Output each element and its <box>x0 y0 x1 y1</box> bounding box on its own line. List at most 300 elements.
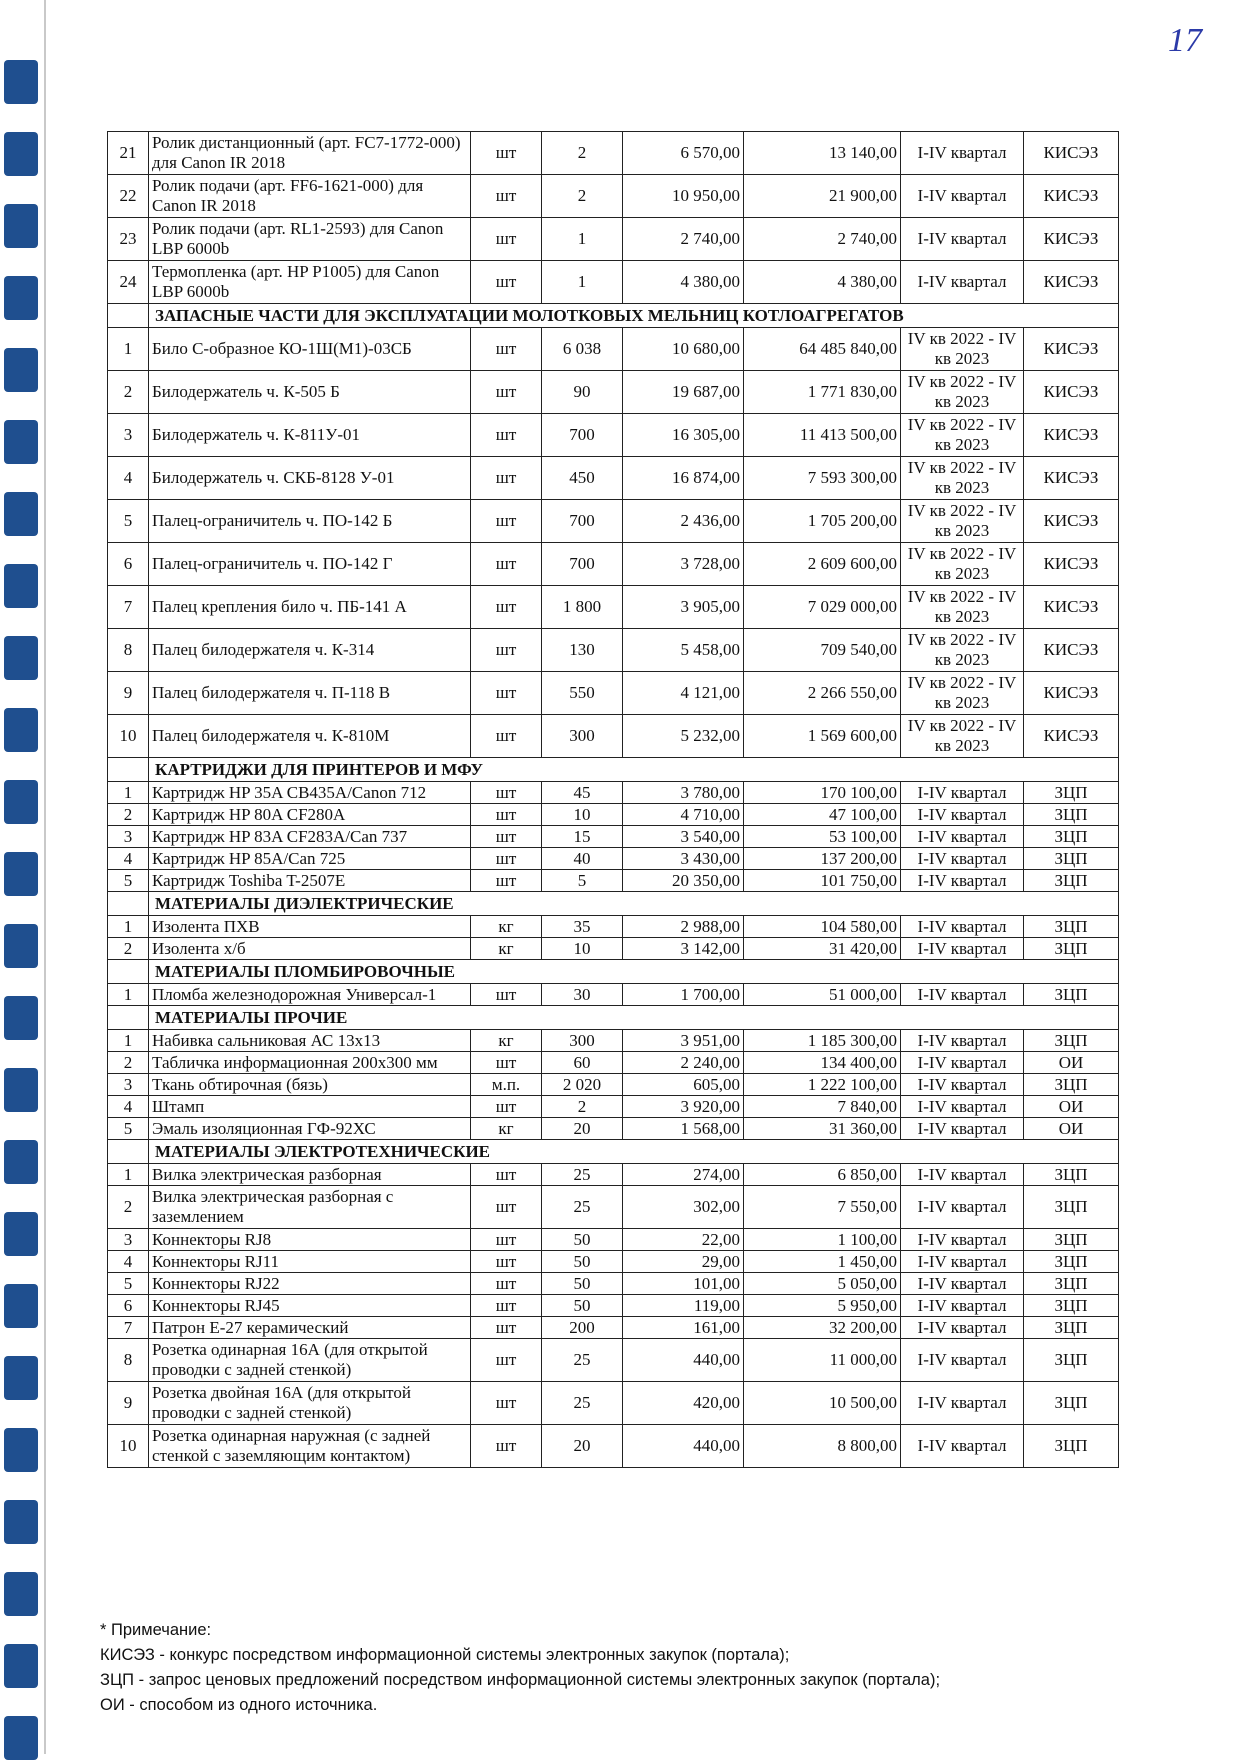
quantity-cell: 1 <box>542 218 623 261</box>
table-row <box>108 1186 1119 1229</box>
quantity-cell: 2 <box>542 1096 623 1118</box>
table-row <box>108 371 1119 414</box>
procurement-method-cell: ЗЦП <box>1024 804 1119 826</box>
binding-clip <box>4 780 38 824</box>
note-zcp: ЗЦП - запрос ценовых предложений посредством информационной системы электронных закупок (портала); <box>100 1671 941 1689</box>
procurement-method-cell: ЗЦП <box>1024 1317 1119 1339</box>
procurement-method-cell: КИСЭЗ <box>1024 457 1119 500</box>
unit-price-cell: 3 905,00 <box>623 586 744 629</box>
procurement-method-cell: КИСЭЗ <box>1024 629 1119 672</box>
total-sum-cell: 6 850,00 <box>744 1164 901 1186</box>
table-row <box>108 672 1119 715</box>
unit-price-cell: 5 458,00 <box>623 629 744 672</box>
row-number-cell: 1 <box>108 916 149 938</box>
binding-clip <box>4 1644 38 1688</box>
unit-cell: шт <box>471 1295 542 1317</box>
binding-clip <box>4 60 38 104</box>
unit-cell: шт <box>471 984 542 1006</box>
procurement-method-cell: ЗЦП <box>1024 916 1119 938</box>
procurement-method-cell: ЗЦП <box>1024 1229 1119 1251</box>
delivery-period-cell: I-IV квартал <box>901 1425 1024 1468</box>
page-number: 17 <box>1168 22 1202 59</box>
procurement-method-cell: ЗЦП <box>1024 1074 1119 1096</box>
quantity-cell: 50 <box>542 1295 623 1317</box>
row-number-cell: 5 <box>108 500 149 543</box>
delivery-period-cell: I-IV квартал <box>901 782 1024 804</box>
quantity-cell: 25 <box>542 1382 623 1425</box>
item-name-cell: Эмаль изоляционная ГФ-92ХС <box>149 1118 471 1140</box>
unit-price-cell: 2 740,00 <box>623 218 744 261</box>
quantity-cell: 50 <box>542 1273 623 1295</box>
item-name-cell: Коннекторы RJ45 <box>149 1295 471 1317</box>
total-sum-cell: 4 380,00 <box>744 261 901 304</box>
quantity-cell: 2 020 <box>542 1074 623 1096</box>
table-row <box>108 1382 1119 1425</box>
binding-clip <box>4 924 38 968</box>
delivery-period-cell: I-IV квартал <box>901 826 1024 848</box>
table-row <box>108 1251 1119 1273</box>
total-sum-cell: 134 400,00 <box>744 1052 901 1074</box>
quantity-cell: 50 <box>542 1229 623 1251</box>
table-row <box>108 218 1119 261</box>
unit-cell: шт <box>471 1251 542 1273</box>
delivery-period-cell: I-IV квартал <box>901 1295 1024 1317</box>
unit-price-cell: 3 780,00 <box>623 782 744 804</box>
procurement-method-cell: ЗЦП <box>1024 984 1119 1006</box>
procurement-method-cell: ЗЦП <box>1024 1339 1119 1382</box>
quantity-cell: 2 <box>542 132 623 175</box>
delivery-period-cell: I-IV квартал <box>901 984 1024 1006</box>
quantity-cell: 25 <box>542 1186 623 1229</box>
unit-cell: шт <box>471 586 542 629</box>
item-name-cell: Розетка одинарная наружная (с задней стенкой с заземляющим контактом) <box>149 1425 471 1468</box>
delivery-period-cell: I-IV квартал <box>901 1229 1024 1251</box>
unit-cell: шт <box>471 804 542 826</box>
unit-cell: шт <box>471 1052 542 1074</box>
delivery-period-cell: IV кв 2022 - IV кв 2023 <box>901 457 1024 500</box>
quantity-cell: 60 <box>542 1052 623 1074</box>
unit-price-cell: 1 700,00 <box>623 984 744 1006</box>
section-row-blank <box>108 1140 149 1164</box>
total-sum-cell: 5 950,00 <box>744 1295 901 1317</box>
item-name-cell: Палец-ограничитель ч. ПО-142 Г <box>149 543 471 586</box>
unit-price-cell: 161,00 <box>623 1317 744 1339</box>
delivery-period-cell: IV кв 2022 - IV кв 2023 <box>901 371 1024 414</box>
binding-clip <box>4 132 38 176</box>
unit-cell: шт <box>471 218 542 261</box>
procurement-method-cell: ЗЦП <box>1024 1295 1119 1317</box>
binding-clip <box>4 204 38 248</box>
total-sum-cell: 7 029 000,00 <box>744 586 901 629</box>
row-number-cell: 22 <box>108 175 149 218</box>
section-row <box>108 892 1119 916</box>
procurement-method-cell: КИСЭЗ <box>1024 261 1119 304</box>
quantity-cell: 200 <box>542 1317 623 1339</box>
unit-cell: шт <box>471 1186 542 1229</box>
binding-clip <box>4 1140 38 1184</box>
table-row <box>108 132 1119 175</box>
unit-cell: кг <box>471 938 542 960</box>
delivery-period-cell: I-IV квартал <box>901 175 1024 218</box>
unit-price-cell: 4 121,00 <box>623 672 744 715</box>
delivery-period-cell: I-IV квартал <box>901 1118 1024 1140</box>
notes <box>100 1618 940 1718</box>
delivery-period-cell: I-IV квартал <box>901 1052 1024 1074</box>
row-number-cell: 6 <box>108 1295 149 1317</box>
quantity-cell: 2 <box>542 175 623 218</box>
unit-cell: шт <box>471 1425 542 1468</box>
quantity-cell: 700 <box>542 543 623 586</box>
procurement-method-cell: ЗЦП <box>1024 1186 1119 1229</box>
unit-cell: шт <box>471 1273 542 1295</box>
quantity-cell: 300 <box>542 715 623 758</box>
procurement-method-cell: ЗЦП <box>1024 870 1119 892</box>
item-name-cell: Картридж HP 85A/Can 725 <box>149 848 471 870</box>
section-row <box>108 304 1119 328</box>
section-title: МАТЕРИАЛЫ ПЛОМБИРОВОЧНЫЕ <box>149 960 1119 984</box>
items-table <box>107 131 1119 1468</box>
item-name-cell: Патрон Е-27 керамический <box>149 1317 471 1339</box>
row-number-cell: 10 <box>108 715 149 758</box>
unit-cell: шт <box>471 629 542 672</box>
table-row <box>108 1074 1119 1096</box>
unit-price-cell: 3 728,00 <box>623 543 744 586</box>
quantity-cell: 700 <box>542 414 623 457</box>
row-number-cell: 8 <box>108 629 149 672</box>
delivery-period-cell: I-IV квартал <box>901 870 1024 892</box>
row-number-cell: 4 <box>108 848 149 870</box>
procurement-method-cell: ОИ <box>1024 1118 1119 1140</box>
delivery-period-cell: IV кв 2022 - IV кв 2023 <box>901 328 1024 371</box>
quantity-cell: 130 <box>542 629 623 672</box>
section-title: МАТЕРИАЛЫ ЭЛЕКТРОТЕХНИЧЕСКИЕ <box>149 1140 1119 1164</box>
table-row <box>108 328 1119 371</box>
unit-cell: шт <box>471 132 542 175</box>
section-row-blank <box>108 758 149 782</box>
table-row <box>108 457 1119 500</box>
procurement-method-cell: ЗЦП <box>1024 1164 1119 1186</box>
quantity-cell: 450 <box>542 457 623 500</box>
delivery-period-cell: I-IV квартал <box>901 132 1024 175</box>
binding-clip <box>4 636 38 680</box>
item-name-cell: Билодержатель ч. К-811У-01 <box>149 414 471 457</box>
row-number-cell: 8 <box>108 1339 149 1382</box>
unit-price-cell: 4 380,00 <box>623 261 744 304</box>
total-sum-cell: 11 000,00 <box>744 1339 901 1382</box>
table-row <box>108 715 1119 758</box>
unit-price-cell: 3 430,00 <box>623 848 744 870</box>
total-sum-cell: 21 900,00 <box>744 175 901 218</box>
total-sum-cell: 11 413 500,00 <box>744 414 901 457</box>
procurement-method-cell: ЗЦП <box>1024 1030 1119 1052</box>
item-name-cell: Билодержатель ч. СКБ-8128 У-01 <box>149 457 471 500</box>
table-row <box>108 984 1119 1006</box>
quantity-cell: 300 <box>542 1030 623 1052</box>
total-sum-cell: 31 360,00 <box>744 1118 901 1140</box>
binding-clip <box>4 276 38 320</box>
unit-cell: шт <box>471 715 542 758</box>
unit-price-cell: 10 950,00 <box>623 175 744 218</box>
quantity-cell: 45 <box>542 782 623 804</box>
unit-price-cell: 4 710,00 <box>623 804 744 826</box>
delivery-period-cell: I-IV квартал <box>901 1074 1024 1096</box>
total-sum-cell: 31 420,00 <box>744 938 901 960</box>
unit-price-cell: 3 540,00 <box>623 826 744 848</box>
item-name-cell: Термопленка (арт. HP P1005) для Canon LBP 6000b <box>149 261 471 304</box>
quantity-cell: 20 <box>542 1118 623 1140</box>
delivery-period-cell: IV кв 2022 - IV кв 2023 <box>901 672 1024 715</box>
item-name-cell: Изолента х/б <box>149 938 471 960</box>
row-number-cell: 2 <box>108 1052 149 1074</box>
total-sum-cell: 51 000,00 <box>744 984 901 1006</box>
section-title: КАРТРИДЖИ ДЛЯ ПРИНТЕРОВ И МФУ <box>149 758 1119 782</box>
item-name-cell: Вилка электрическая разборная <box>149 1164 471 1186</box>
unit-price-cell: 3 920,00 <box>623 1096 744 1118</box>
row-number-cell: 1 <box>108 1164 149 1186</box>
procurement-method-cell: КИСЭЗ <box>1024 328 1119 371</box>
item-name-cell: Пломба железнодорожная Универсал-1 <box>149 984 471 1006</box>
binding-clip <box>4 708 38 752</box>
total-sum-cell: 1 185 300,00 <box>744 1030 901 1052</box>
item-name-cell: Штамп <box>149 1096 471 1118</box>
unit-cell: кг <box>471 1030 542 1052</box>
quantity-cell: 5 <box>542 870 623 892</box>
item-name-cell: Палец крепления било ч. ПБ-141 А <box>149 586 471 629</box>
row-number-cell: 5 <box>108 1273 149 1295</box>
item-name-cell: Вилка электрическая разборная с заземлением <box>149 1186 471 1229</box>
table-row <box>108 175 1119 218</box>
row-number-cell: 5 <box>108 870 149 892</box>
quantity-cell: 90 <box>542 371 623 414</box>
item-name-cell: Ролик подачи (арт. FF6-1621-000) для Canon IR 2018 <box>149 175 471 218</box>
delivery-period-cell: I-IV квартал <box>901 1186 1024 1229</box>
unit-price-cell: 101,00 <box>623 1273 744 1295</box>
total-sum-cell: 137 200,00 <box>744 848 901 870</box>
total-sum-cell: 1 100,00 <box>744 1229 901 1251</box>
binding-clip <box>4 564 38 608</box>
total-sum-cell: 104 580,00 <box>744 916 901 938</box>
item-name-cell: Розетка одинарная 16А (для открытой проводки с задней стенкой) <box>149 1339 471 1382</box>
table-row <box>108 543 1119 586</box>
row-number-cell: 7 <box>108 1317 149 1339</box>
note-oi: ОИ - способом из одного источника. <box>100 1696 378 1714</box>
item-name-cell: Коннекторы RJ11 <box>149 1251 471 1273</box>
quantity-cell: 10 <box>542 938 623 960</box>
section-row <box>108 758 1119 782</box>
procurement-method-cell: КИСЭЗ <box>1024 543 1119 586</box>
binding-clip <box>4 1428 38 1472</box>
procurement-method-cell: ЗЦП <box>1024 1273 1119 1295</box>
row-number-cell: 4 <box>108 1251 149 1273</box>
table-row <box>108 1317 1119 1339</box>
quantity-cell: 35 <box>542 916 623 938</box>
quantity-cell: 6 038 <box>542 328 623 371</box>
total-sum-cell: 47 100,00 <box>744 804 901 826</box>
row-number-cell: 21 <box>108 132 149 175</box>
row-number-cell: 4 <box>108 1096 149 1118</box>
total-sum-cell: 1 450,00 <box>744 1251 901 1273</box>
item-name-cell: Картридж HP 80A CF280A <box>149 804 471 826</box>
unit-price-cell: 5 232,00 <box>623 715 744 758</box>
unit-price-cell: 2 240,00 <box>623 1052 744 1074</box>
section-row <box>108 1140 1119 1164</box>
unit-cell: шт <box>471 543 542 586</box>
unit-price-cell: 10 680,00 <box>623 328 744 371</box>
unit-price-cell: 2 988,00 <box>623 916 744 938</box>
delivery-period-cell: I-IV квартал <box>901 1096 1024 1118</box>
table-row <box>108 1118 1119 1140</box>
item-name-cell: Табличка информационная 200х300 мм <box>149 1052 471 1074</box>
section-row <box>108 960 1119 984</box>
total-sum-cell: 101 750,00 <box>744 870 901 892</box>
procurement-method-cell: КИСЭЗ <box>1024 175 1119 218</box>
binding-clip <box>4 1068 38 1112</box>
quantity-cell: 40 <box>542 848 623 870</box>
row-number-cell: 3 <box>108 826 149 848</box>
total-sum-cell: 1 569 600,00 <box>744 715 901 758</box>
table-row <box>108 1229 1119 1251</box>
item-name-cell: Ролик дистанционный (арт. FC7-1772-000) для Canon IR 2018 <box>149 132 471 175</box>
delivery-period-cell: I-IV квартал <box>901 1382 1024 1425</box>
unit-cell: шт <box>471 175 542 218</box>
unit-cell: шт <box>471 328 542 371</box>
total-sum-cell: 2 609 600,00 <box>744 543 901 586</box>
row-number-cell: 3 <box>108 414 149 457</box>
table-row <box>108 916 1119 938</box>
unit-cell: шт <box>471 870 542 892</box>
procurement-method-cell: ЗЦП <box>1024 826 1119 848</box>
delivery-period-cell: IV кв 2022 - IV кв 2023 <box>901 543 1024 586</box>
unit-price-cell: 605,00 <box>623 1074 744 1096</box>
binding-clip <box>4 1212 38 1256</box>
procurement-method-cell: КИСЭЗ <box>1024 414 1119 457</box>
row-number-cell: 9 <box>108 672 149 715</box>
unit-price-cell: 20 350,00 <box>623 870 744 892</box>
unit-cell: шт <box>471 782 542 804</box>
binding-clip <box>4 348 38 392</box>
procurement-method-cell: ЗЦП <box>1024 938 1119 960</box>
unit-cell: шт <box>471 1164 542 1186</box>
item-name-cell: Палец билодержателя ч. К-810М <box>149 715 471 758</box>
item-name-cell: Палец билодержателя ч. К-314 <box>149 629 471 672</box>
table-row <box>108 500 1119 543</box>
delivery-period-cell: IV кв 2022 - IV кв 2023 <box>901 715 1024 758</box>
table-row <box>108 1052 1119 1074</box>
quantity-cell: 550 <box>542 672 623 715</box>
procurement-method-cell: КИСЭЗ <box>1024 715 1119 758</box>
section-row-blank <box>108 960 149 984</box>
procurement-method-cell: КИСЭЗ <box>1024 672 1119 715</box>
unit-price-cell: 440,00 <box>623 1339 744 1382</box>
unit-cell: кг <box>471 1118 542 1140</box>
row-number-cell: 2 <box>108 938 149 960</box>
binding-clip <box>4 852 38 896</box>
unit-price-cell: 16 874,00 <box>623 457 744 500</box>
unit-cell: шт <box>471 1096 542 1118</box>
unit-price-cell: 119,00 <box>623 1295 744 1317</box>
delivery-period-cell: I-IV квартал <box>901 916 1024 938</box>
table-row <box>108 414 1119 457</box>
unit-cell: шт <box>471 826 542 848</box>
quantity-cell: 20 <box>542 1425 623 1468</box>
item-name-cell: Ткань обтирочная (бязь) <box>149 1074 471 1096</box>
unit-price-cell: 3 951,00 <box>623 1030 744 1052</box>
unit-price-cell: 302,00 <box>623 1186 744 1229</box>
row-number-cell: 1 <box>108 984 149 1006</box>
unit-price-cell: 3 142,00 <box>623 938 744 960</box>
item-name-cell: Ролик подачи (арт. RL1-2593) для Canon LBP 6000b <box>149 218 471 261</box>
item-name-cell: Набивка сальниковая АС 13х13 <box>149 1030 471 1052</box>
unit-price-cell: 16 305,00 <box>623 414 744 457</box>
unit-price-cell: 19 687,00 <box>623 371 744 414</box>
delivery-period-cell: I-IV квартал <box>901 1339 1024 1382</box>
procurement-method-cell: ЗЦП <box>1024 1425 1119 1468</box>
item-name-cell: Картридж HP 83A CF283A/Can 737 <box>149 826 471 848</box>
table-row <box>108 1295 1119 1317</box>
delivery-period-cell: I-IV квартал <box>901 1251 1024 1273</box>
unit-cell: шт <box>471 1339 542 1382</box>
quantity-cell: 25 <box>542 1339 623 1382</box>
section-row-blank <box>108 304 149 328</box>
unit-cell: шт <box>471 457 542 500</box>
quantity-cell: 15 <box>542 826 623 848</box>
section-row-blank <box>108 892 149 916</box>
unit-cell: шт <box>471 261 542 304</box>
section-row <box>108 1006 1119 1030</box>
total-sum-cell: 709 540,00 <box>744 629 901 672</box>
total-sum-cell: 1 222 100,00 <box>744 1074 901 1096</box>
quantity-cell: 10 <box>542 804 623 826</box>
binding-clip <box>4 1572 38 1616</box>
total-sum-cell: 170 100,00 <box>744 782 901 804</box>
item-name-cell: Палец билодержателя ч. П-118 В <box>149 672 471 715</box>
unit-price-cell: 1 568,00 <box>623 1118 744 1140</box>
unit-cell: шт <box>471 1229 542 1251</box>
table-row <box>108 629 1119 672</box>
item-name-cell: Коннекторы RJ22 <box>149 1273 471 1295</box>
row-number-cell: 24 <box>108 261 149 304</box>
binding-clip <box>4 996 38 1040</box>
delivery-period-cell: I-IV квартал <box>901 938 1024 960</box>
total-sum-cell: 1 771 830,00 <box>744 371 901 414</box>
unit-cell: шт <box>471 1382 542 1425</box>
total-sum-cell: 8 800,00 <box>744 1425 901 1468</box>
row-number-cell: 2 <box>108 804 149 826</box>
item-name-cell: Изолента ПХВ <box>149 916 471 938</box>
total-sum-cell: 2 740,00 <box>744 218 901 261</box>
row-number-cell: 5 <box>108 1118 149 1140</box>
table-row <box>108 804 1119 826</box>
quantity-cell: 30 <box>542 984 623 1006</box>
item-name-cell: Розетка двойная 16А (для открытой проводки с задней стенкой) <box>149 1382 471 1425</box>
total-sum-cell: 10 500,00 <box>744 1382 901 1425</box>
table-row <box>108 1096 1119 1118</box>
quantity-cell: 1 <box>542 261 623 304</box>
procurement-method-cell: ЗЦП <box>1024 848 1119 870</box>
total-sum-cell: 53 100,00 <box>744 826 901 848</box>
quantity-cell: 25 <box>542 1164 623 1186</box>
table-row <box>108 1425 1119 1468</box>
procurement-method-cell: КИСЭЗ <box>1024 371 1119 414</box>
spiral-binding <box>0 0 46 1754</box>
unit-cell: шт <box>471 672 542 715</box>
quantity-cell: 1 800 <box>542 586 623 629</box>
page-edge <box>44 0 46 1754</box>
table-row <box>108 261 1119 304</box>
table-row <box>108 1273 1119 1295</box>
total-sum-cell: 5 050,00 <box>744 1273 901 1295</box>
procurement-method-cell: КИСЭЗ <box>1024 132 1119 175</box>
